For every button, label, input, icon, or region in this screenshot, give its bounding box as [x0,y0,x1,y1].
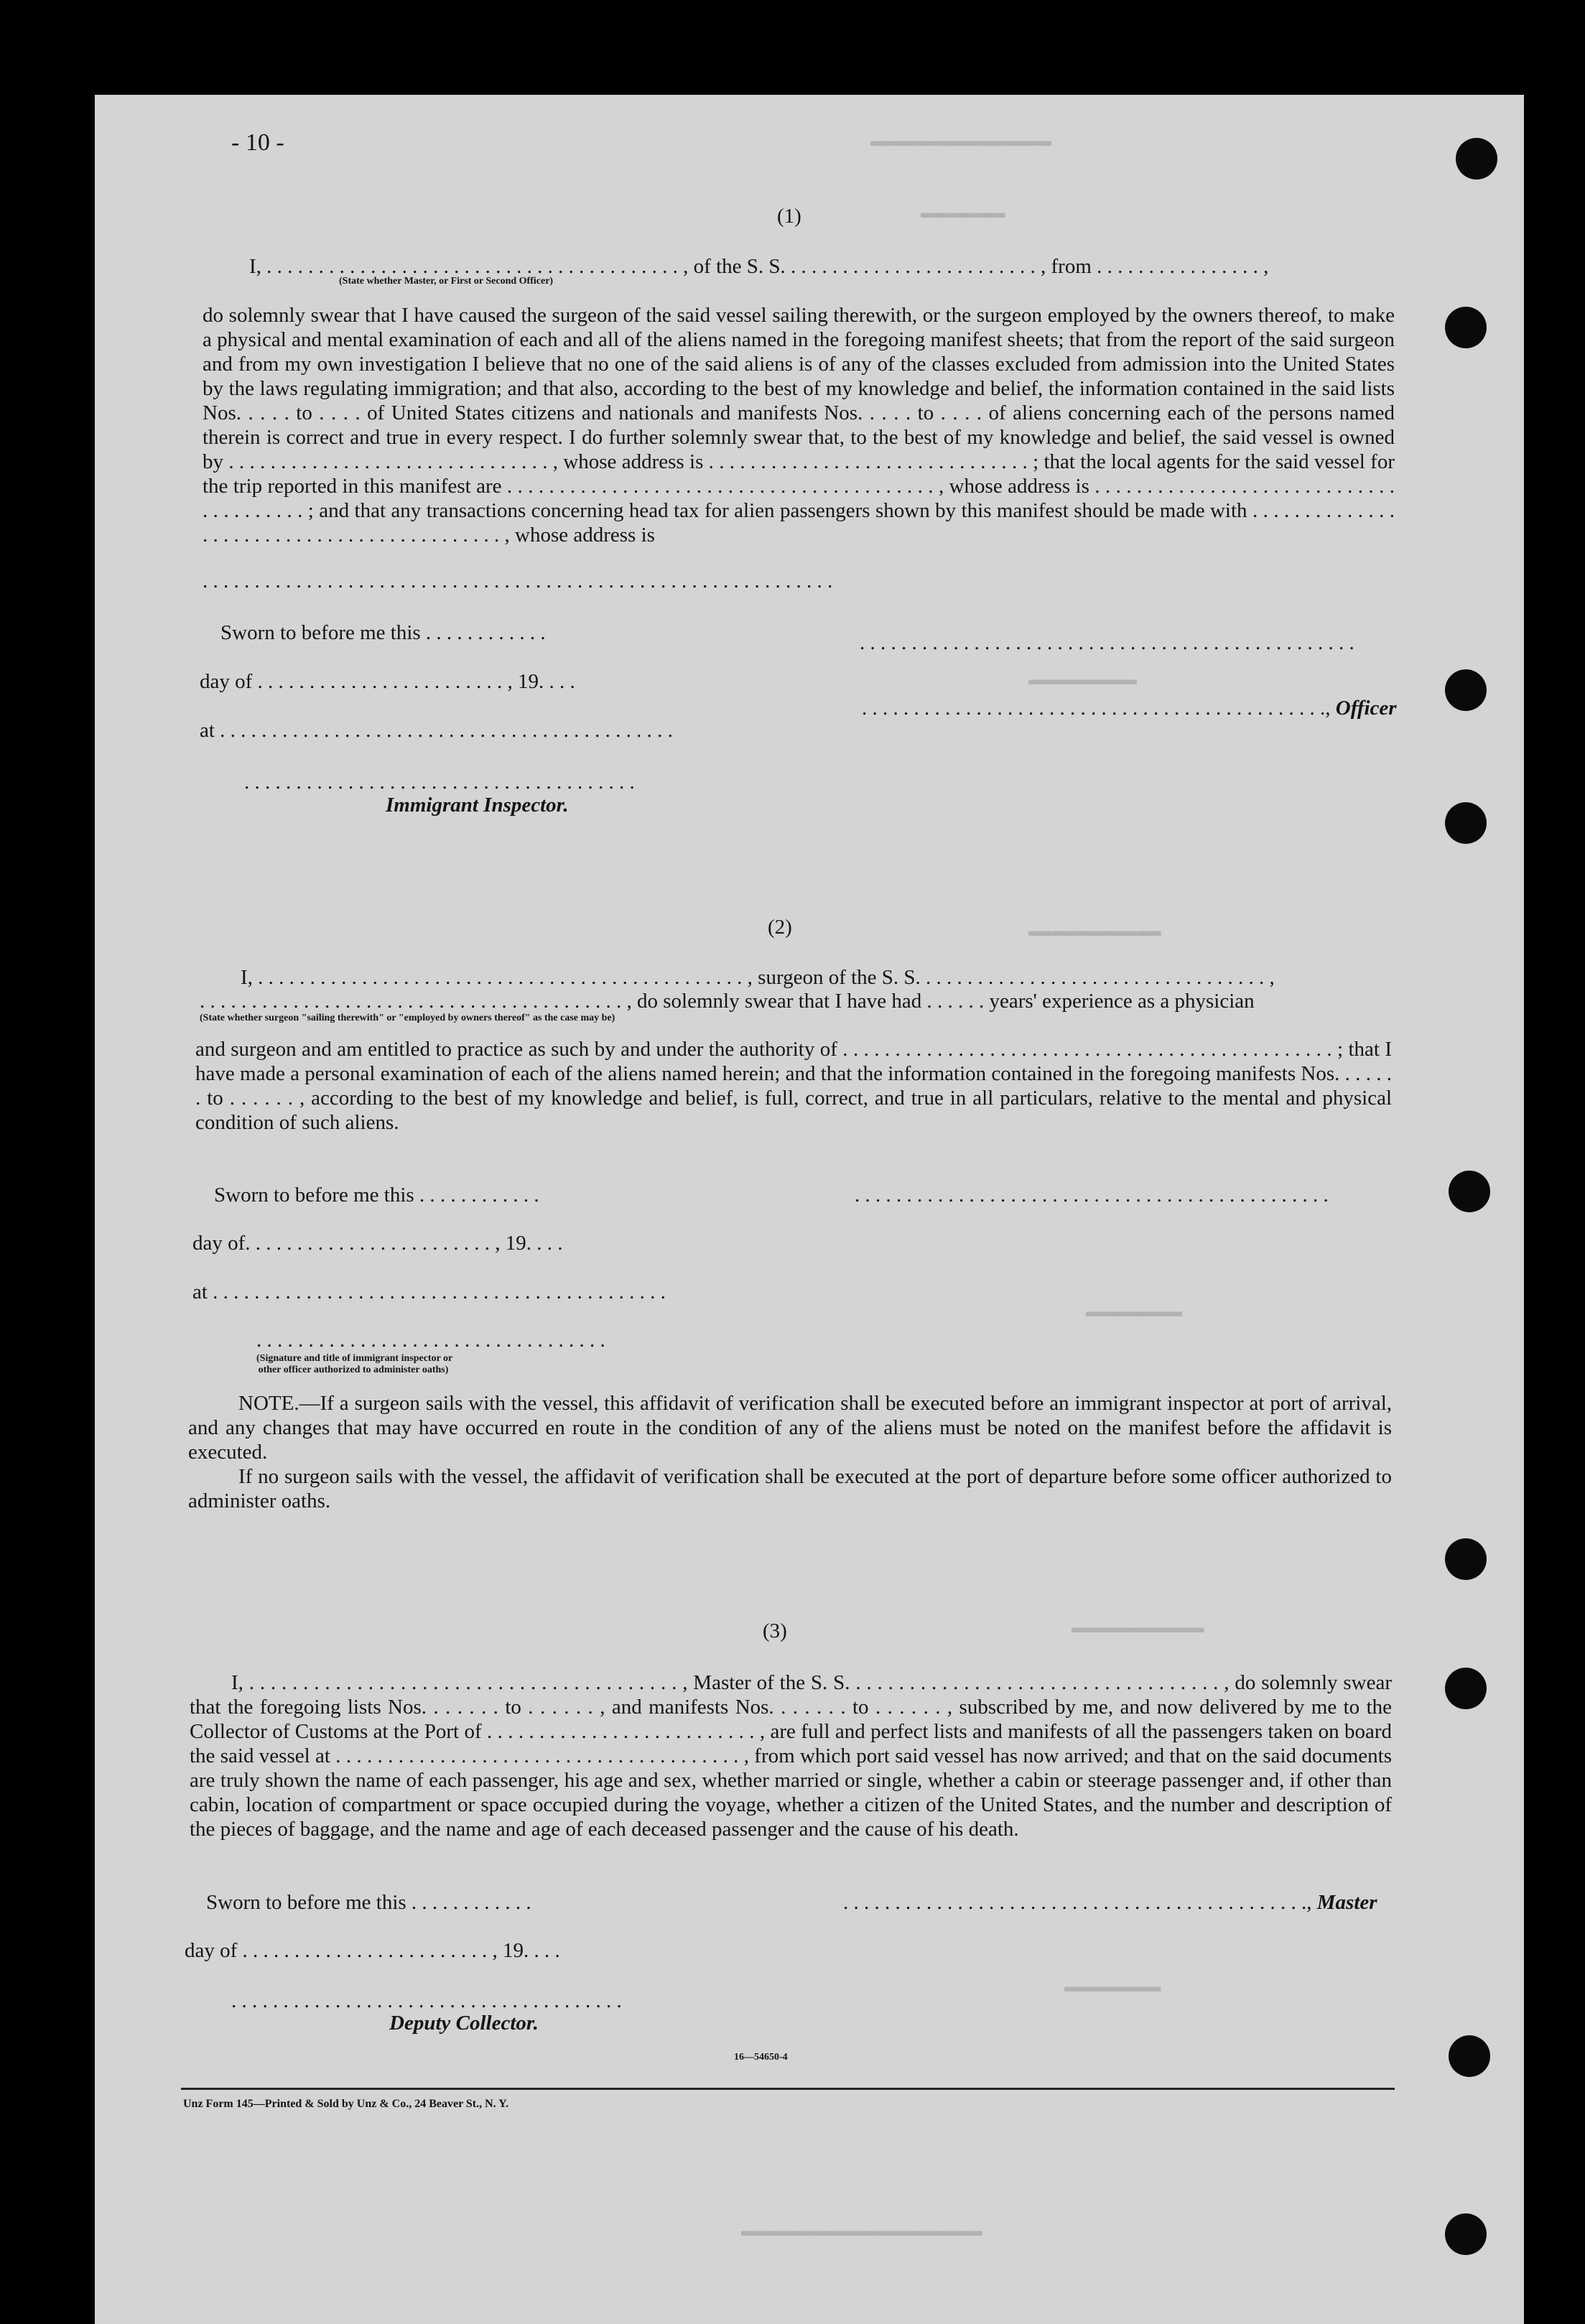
binder-hole [1445,802,1487,844]
note-text-2: If no surgeon sails with the vessel, the affidavit of verification shall be executed at the port of departure before some officer authorized to administer oaths. [188,1465,1392,1512]
master-affidavit-text: do solemnly swear that I have caused the surgeon of the said vessel sailing therewith, or the surgeon employed by the owners thereof, to make a physical and mental examination of each and all of the aliens named in the foregoing manifest sheets; that from the report of the said surgeon and from my own investigation I believe that no one of the said aliens is of any of the classes excluded from admission into the United States by the laws regulating immigration; and that also, according to the best of my knowledge and belief, the information contained in the said lists Nos. . . . . to . . . . of United States citizens and nationals and manifests Nos. . . . . to . . . . of aliens concerning each of the persons named therein is correct and true in every respect. I do further solemnly swear that, to the best of my knowledge and belief, the said vessel is owned by . . . . . . . . . . . . . . . . . . . . . . . . . . . . . . . , whose address is . . . . . . . . . . . . . . . . . . . . . . . . . . . . . . . ; that the local agents for the said vessel for the trip reported in this manifest are . . . . . . . . . . . . . . . . . . . . . . . . . . . . . . . . . . . . . . . . . , whose address is . . . . . . . . . . . . . . . . . . . . . . . . . . . . . . . . . . . . . . . ; and that any transactions concerning head tax for alien passengers shown by this manifest should be made with . . . . . . . . . . . . . . . . . . . . . . . . . . . . . . . . . . . . . . . . . . . , whose address is [203,304,1395,547]
dotted-line: . . . . . . . . . . . . . . . . . . . . . . . . . . . . . . . . . . . . . . . . . . . . . [843,1891,1307,1914]
binder-hole [1449,1171,1490,1212]
signature-line: . . . . . . . . . . . . . . . . . . . . . . . . . . . . . . . . . . . . . . . . . . . . . . [855,1184,1329,1207]
section-number: (1) [777,205,801,228]
field-caption: (State whether surgeon "sailing therewith" or "employed by owners thereof" as the case may be) [200,1013,615,1023]
form-sheet: ▬▬▬▬▬▬▬▬▬▬▬▬▬▬▬ ▬▬▬▬▬▬▬ ▬▬▬▬▬▬▬▬▬ ▬▬▬▬▬▬▬▬▬▬▬ ▬▬▬▬▬▬▬▬ ▬▬▬▬▬▬▬▬▬▬▬ ▬▬▬▬▬▬▬▬ ▬▬▬▬▬▬▬▬▬▬▬▬▬▬▬▬▬▬▬▬ - 10 - (1) I, . . . . . . . . . . . . . . . . . . . . . . . . . . . . . . . . . . . . . . . . , of the S. S. . . . . . . . . . . . . . . . . . . . . . . . . , from . . . . . . . . . . . . . . . . , (State whether Master, or First or Second Officer) do solemnly swear that I have caused the surgeon of the said vessel sailing therewith, or the surgeon employed by the owners thereof, to make a physical and mental examination of each and all of the aliens named in the foregoing manifest sheets; that from the report of the said surgeon and from my own investigation I believe that no one of the said aliens is of any of the classes excluded from admission into the United States by the laws regulating immigration; and that also, according to the best of my knowledge and belief, the information contained in the said lists Nos. . . . . to . . . . of United States citizens and nationals and manifests Nos. . . . . to . . . . of aliens concerning each of the persons named therein is correct and true in every respect. I do further solemnly swear that, to the best of my knowledge and belief, the said vessel is owned by . . . . . . . . . . . . . . . . . . . . . . . . . . . . . . . , whose address is . . . . . . . . . . . . . . . . . . . . . . . . . . . . . . . ; that the local agents for the said vessel for the trip reported in this manifest are . . . . . . . . . . . . . . . . . . . . . . . . . . . . . . . . . . . . . . . . . , whose address is . . . . . . . . . . . . . . . . . . . . . . . . . . . . . . . . . . . . . . . ; and that any transactions concerning head tax for alien passengers shown by this manifest should be made with . . . . . . . . . . . . . . . . . . . . . . . . . . . . . . . . . . . . . . . . . . . , whose address is . . . . . . . . . . . . . . . . . . . . . . . . . . . . . . . . . . . . . . . . . . . . . . . . . . . . . . . . . . . . . Sworn to before me this . . . . . . . . . . . . . . . . . . . . . . . . . . . . . . . . . . . . . . . . . . . . . . . . . . . . . . . . . . . . day of . . . . . . . . . . . . . . . . . . . . . . . . , 19. . . . . . . . . . . . . . . . . . . . . . . . . . . . . . . . . . . . . . . . . . . . . . . . ., Officer at . . . . . . . . . . . . . . . . . . . . . . . . . . . . . . . . . . . . . . . . . . . . . . . . . . . . . . . . . . . . . . . . . . . . . . . . . . . . . . . . . . Immigrant Inspector. (2) I, . . . . . . . . . . . . . . . . . . . . . . . . . . . . . . . . . . . . . . . . . . . . . . . , surgeon of the S. S. . . . . . . . . . . . . . . . . . . . . . . . . . . . . . . . . . , . . . . . . . . . . . . . . . . . . . . . . . . . . . . . . . . . . . . . . . . . , do solemnly swear that I have had . . . . . . years' experience as a physician (State whether surgeon "sailing therewith" or "employed by owners thereof" as the case may be) and surgeon and am entitled to practice as such by and under the authority of . . . . . . . . . . . . . . . . . . . . . . . . . . . . . . . . . . . . . . . . . . . . . . . ; that I have made a personal examination of each of the aliens named herein; and that the information contained in the foregoing manifests Nos. . . . . . . to . . . . . . , according to the best of my knowledge and belief, is full, correct, and true in all particulars, relative to the mental and physical condition of such aliens. Sworn to before me this . . . . . . . . . . . . . . . . . . . . . . . . . . . . . . . . . . . . . . . . . . . . . . . . . . . . . . . . . . day of. . . . . . . . . . . . . . . . . . . . . . . . , 19. . . . at . . . . . . . . . . . . . . . . . . . . . . . . . . . . . . . . . . . . . . . . . . . . . . . . . . . . . . . . . . . . . . . . . . . . . . . . . . . . . . (Signature and title of immigrant inspector or other officer authorized to administer oaths) NOTE.—If a surgeon sails with the vessel, this affidavit of verification shall be executed before an immigrant inspector at port of arrival, and any changes that may have occurred en route in the condition of any of the aliens must be noted on the manifest before the affidavit is executed. If no surgeon sails with the vessel, the affidavit of verification shall be executed at the port of departure before some officer authorized to administer oaths. (3) I, . . . . . . . . . . . . . . . . . . . . . . . . . . . . . . . . . . . . . . . . , Master of the S. S. . . . . . . . . . . . . . . . . . . . . . . . . . . . . . . . . . . , do solemnly swear that the foregoing lists Nos. . . . . . . to . . . . . . , and manifests Nos. . . . . . . to . . . . . . , subscribed by me, and now delivered by me to the Collector of Customs at the Port of . . . . . . . . . . . . . . . . . . . . . . . . . . , are full and perfect lists and manifests of all the passengers taken on board the said vessel at . . . . . . . . . . . . . . . . . . . . . . . . . . . . . . . . . . . . . . . , from which port said vessel has now arrived; and that on the said documents are truly shown the name of each passenger, his age and sex, whether married or single, whether a cabin or steerage passenger and, if other than cabin, location of compartment or space occupied during the voyage, whether a citizen of the United States, and the number and description of the pieces of baggage, and the name and age of each deceased passenger and the cause of his death. Sworn to before me this . . . . . . . . . . . . . . . . . . . . . . . . . . . . . . . . . . . . . . . . . . . . . . . . . . . . . . . . ., Master day of . . . . . . . . . . . . . . . . . . . . . . . . , 19. . . . . . . . . . . . . . . . . . . . . . . . . . . . . . . . . . . . . . . . . . Deputy Collector. 16—54650-4 Unz Form 145—Printed & Sold by Unz & Co., 24 Beaver St., N. Y. [95,95,1524,2324]
dotted-line: . . . . . . . . . . . . . . . . . . . . . . . . . . . . . . . . . . . . . . . . . . . . . . . . . . . . . . . . . . . . . [203,570,833,592]
master-signature-line: . . . . . . . . . . . . . . . . . . . . . . . . . . . . . . . . . . . . . . . . . . . . ., Master [843,1891,1377,1914]
section-number: (3) [763,1619,787,1642]
bleed-through-marks: ▬▬▬▬▬▬▬▬▬▬▬▬▬▬▬ [870,131,1052,153]
binder-hole [1445,2213,1487,2255]
section-number: (2) [768,916,792,939]
binder-hole [1445,669,1487,711]
collector-signature-line: . . . . . . . . . . . . . . . . . . . . . . . . . . . . . . . . . . . . . . [231,1989,622,2012]
master-line: I, . . . . . . . . . . . . . . . . . . . . . . . . . . . . . . . . . . . . . . . . , of the S. S. . . . . . . . . . . . . . . . . . . . . . . . . , from . . . . . . . . . . . . . . . . , [249,255,1269,278]
binder-hole [1456,138,1497,180]
form-number: 16—54650-4 [734,2052,788,2063]
signature-line: . . . . . . . . . . . . . . . . . . . . . . . . . . . . . . . . . . [256,1329,605,1352]
day-line: day of . . . . . . . . . . . . . . . . . . . . . . . . , 19. . . . [200,670,575,693]
dotted-line: . . . . . . . . . . . . . . . . . . . . . . . . . . . . . . . . . . . . . . . . . . . . . [862,697,1326,720]
surgeon-affidavit-text: and surgeon and am entitled to practice as such by and under the authority of . . . . . . . . . . . . . . . . . . . . . . . . . . . . . . . . . . . . . . . . . . . . . . . ; that I have made a personal examination of each of the aliens named herein; and that the information contained in the foregoing manifests Nos. . . . . . . to . . . . . . , according to the best of my knowledge and belief, is full, correct, and true in all particulars, relative to the mental and physical condition of such aliens. [195,1038,1392,1134]
binder-hole [1445,1668,1487,1709]
at-line: at . . . . . . . . . . . . . . . . . . . . . . . . . . . . . . . . . . . . . . . . . . . . [200,719,673,742]
sworn-line: Sworn to before me this . . . . . . . . . . . . [214,1184,539,1207]
inspector-label: Immigrant Inspector. [386,794,569,817]
field-caption: (State whether Master, or First or Second Officer) [339,276,554,287]
field-caption: other officer authorized to administer oaths) [258,1365,449,1375]
printer-imprint: Unz Form 145—Printed & Sold by Unz & Co., 24 Beaver St., N. Y. [183,2098,509,2110]
sworn-line: Sworn to before me this . . . . . . . . . . . . [206,1891,531,1914]
signature-line: . . . . . . . . . . . . . . . . . . . . . . . . . . . . . . . . . . . . . . . . . . . . . . . . [860,631,1354,654]
master-label: Master [1316,1891,1377,1914]
binder-hole [1445,307,1487,348]
collector-label: Deputy Collector. [389,2012,539,2035]
master-oath-text: I, . . . . . . . . . . . . . . . . . . . . . . . . . . . . . . . . . . . . . . . . , Master of the S. S. . . . . . . . . . . . . . . . . . . . . . . . . . . . . . . . . . . , do solemnly swear that the foregoing lists Nos. . . . . . . to . . . . . . , and manifests Nos. . . . . . . to . . . . . . , subscribed by me, and now delivered by me to the Collector of Customs at the Port of . . . . . . . . . . . . . . . . . . . . . . . . . . , are full and perfect lists and manifests of all the passengers taken on board the said vessel at . . . . . . . . . . . . . . . . . . . . . . . . . . . . . . . . . . . . . . . , from which port said vessel has now arrived; and that on the said documents are truly shown the name of each passenger, his age and sex, whether married or single, whether a cabin or steerage passenger and, if other than cabin, location of compartment or space occupied during the voyage, whether a citizen of the United States, and the number and description of the pieces of baggage, and the name and age of each deceased passenger and the cause of his death. [190,1671,1392,1841]
at-line: at . . . . . . . . . . . . . . . . . . . . . . . . . . . . . . . . . . . . . . . . . . . . [192,1280,666,1303]
surgeon-line: I, . . . . . . . . . . . . . . . . . . . . . . . . . . . . . . . . . . . . . . . . . . . . . . . , surgeon of the S. S. . . . . . . . . . . . . . . . . . . . . . . . . . . . . . . . . . , [241,966,1275,989]
field-caption: (Signature and title of immigrant inspector or [256,1353,453,1364]
binder-hole [1449,2035,1490,2077]
page-mark: - 10 - [231,129,284,156]
inspector-signature-line: . . . . . . . . . . . . . . . . . . . . . . . . . . . . . . . . . . . . . . [244,771,635,794]
sworn-line: Sworn to before me this . . . . . . . . . . . . [220,621,546,644]
officer-signature-line: . . . . . . . . . . . . . . . . . . . . . . . . . . . . . . . . . . . . . . . . . . . . ., Officer [862,697,1397,720]
day-line: day of . . . . . . . . . . . . . . . . . . . . . . . . , 19. . . . [185,1939,560,1962]
surgeon-line-2: . . . . . . . . . . . . . . . . . . . . . . . . . . . . . . . . . . . . . . . . . , do solemnly swear that I have had . . . . . . years' experience as a physician [200,990,1255,1013]
footer-rule [181,2088,1395,2090]
day-line: day of. . . . . . . . . . . . . . . . . . . . . . . . , 19. . . . [192,1232,563,1255]
note-text: NOTE.—If a surgeon sails with the vessel, this affidavit of verification shall be executed before an immigrant inspector at port of arrival, and any changes that may have occurred en route in the condition of any of the aliens must be noted on the manifest before the affidavit is executed. [188,1392,1392,1464]
officer-label: Officer [1335,697,1397,720]
binder-hole [1445,1538,1487,1580]
